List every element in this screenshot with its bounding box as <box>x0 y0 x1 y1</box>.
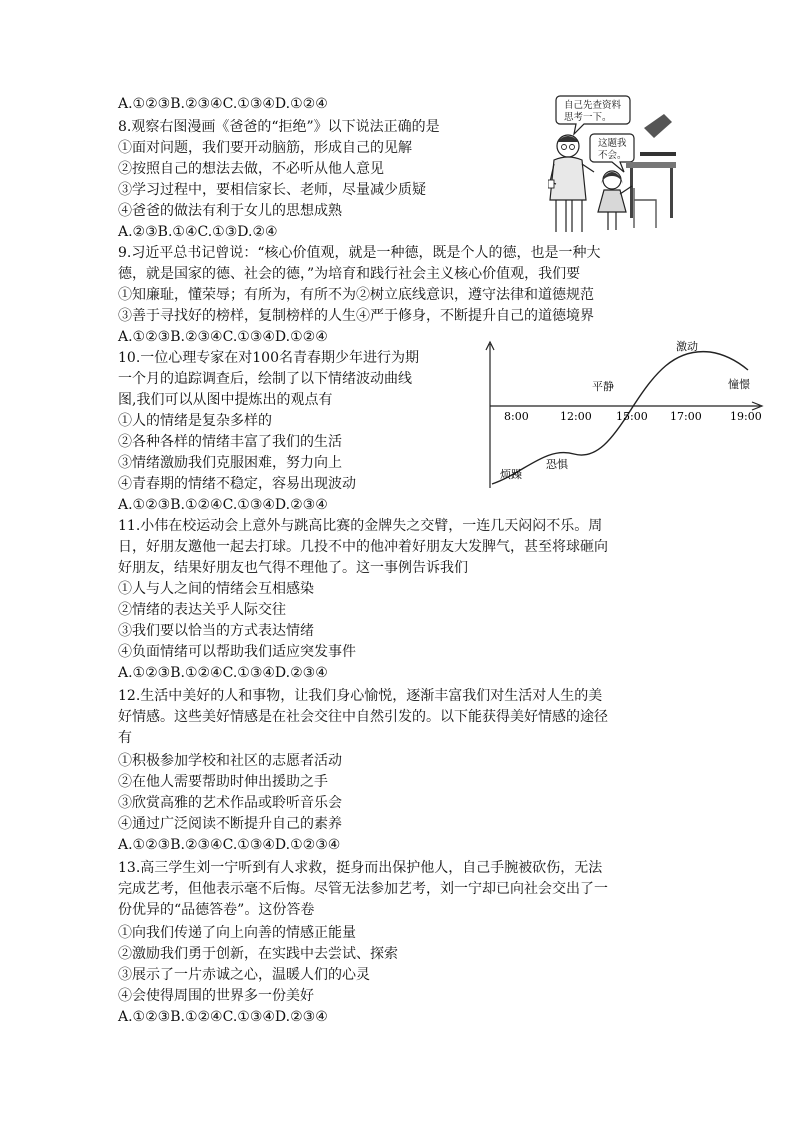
bubble-right-line2: 不会。 <box>598 150 627 161</box>
x-tick-label: 19:00 <box>730 410 762 423</box>
emotion-label-annoyed: 烦躁 <box>500 468 522 481</box>
emotion-label-excited: 激动 <box>676 340 698 353</box>
text-line: ③我们要以恰当的方式表达情绪 <box>118 623 314 639</box>
text-line: A.②③B.①④C.①③D.②④ <box>118 224 278 240</box>
bubble-left-line2: 思考一下。 <box>564 112 612 123</box>
text-line: 8.观察右图漫画《爸爸的“拒绝”》以下说法正确的是 <box>118 119 440 135</box>
text-line: ③展示了一片赤诚之心，温暖人们的心灵 <box>118 967 370 983</box>
text-line: ③情绪激励我们克服困难，努力向上 <box>118 455 342 471</box>
text-line: A.①②③B.①②④C.①③④D.②③④ <box>118 497 328 513</box>
cartoon-illustration <box>548 88 676 234</box>
text-line: 份优异的“品德答卷”。这份答卷 <box>118 902 315 918</box>
text-line: ①向我们传递了向上向善的情感正能量 <box>118 925 356 941</box>
text-line: A.①②③B.②③④C.①③④D.①②④ <box>118 96 328 112</box>
text-line: ④爸爸的做法有利于女儿的思想成熟 <box>118 203 342 219</box>
text-line: ④负面情绪可以帮助我们适应突发事件 <box>118 644 356 660</box>
text-line: 有 <box>118 730 132 746</box>
text-line: 9.习近平总书记曾说：“核心价值观，就是一种德，既是个人的德，也是一种大 <box>118 245 601 261</box>
text-line: A.①②③B.②③④C.①③④D.①②③④ <box>118 837 341 853</box>
text-line: ④会使得周围的世界多一份美好 <box>118 988 314 1004</box>
bubble-left-line1: 自己先查资料 <box>564 100 622 111</box>
text-line: 10.一位心理专家在对100名青春期少年进行为期 <box>118 350 419 366</box>
emotion-curve-chart <box>484 338 766 488</box>
text-line: ②激励我们勇于创新，在实践中去尝试、探索 <box>118 946 398 962</box>
text-line: ①面对问题，我们要开动脑筋，形成自己的见解 <box>118 140 412 156</box>
bubble-right-line1: 这题我 <box>598 138 627 149</box>
text-line: A.①②③B.①②④C.①③④D.②③④ <box>118 1009 328 1025</box>
text-line: ③欣赏高雅的艺术作品或聆听音乐会 <box>118 795 342 811</box>
text-line: ①知廉耻，懂荣辱；有所为，有所不为②树立底线意识，遵守法律和道德规范 <box>118 287 594 303</box>
text-line: ③学习过程中，要相信家长、老师，尽量减少质疑 <box>118 182 426 198</box>
text-line: 日，好朋友邀他一起去打球。几投不中的他冲着好朋友大发脾气，甚至将球砸向 <box>118 539 608 555</box>
text-line: 完成艺考，但他表示毫不后悔。尽管无法参加艺考，刘一宁却已向社会交出了一 <box>118 881 608 897</box>
text-line: ②情绪的表达关乎人际交往 <box>118 602 286 618</box>
x-tick-label: 15:00 <box>616 410 648 423</box>
text-line: ①人的情绪是复杂多样的 <box>118 413 272 429</box>
text-line: 11.小伟在校运动会上意外与跳高比赛的金牌失之交臂，一连几天闷闷不乐。周 <box>118 518 603 534</box>
text-line: ①积极参加学校和社区的志愿者活动 <box>118 753 342 769</box>
text-line: ②在他人需要帮助时伸出援助之手 <box>118 774 328 790</box>
x-tick-label: 12:00 <box>560 410 592 423</box>
x-tick-label: 17:00 <box>670 410 702 423</box>
text-line: 一个月的追踪调查后，绘制了以下情绪波动曲线 <box>118 371 412 387</box>
text-line: A.①②③B.②③④C.①③④D.①②④ <box>118 329 328 345</box>
text-line: 图,我们可以从图中提炼出的观点有 <box>118 392 333 408</box>
text-line: A.①②③B.①②④C.①③④D.②③④ <box>118 665 328 681</box>
text-line: ③善于寻找好的榜样，复制榜样的人生④严于修身，不断提升自己的道德境界 <box>118 308 594 324</box>
text-line: 13.高三学生刘一宁听到有人求救，挺身而出保护他人，自己手腕被砍伤，无法 <box>118 860 603 876</box>
text-line: ①人与人之间的情绪会互相感染 <box>118 581 314 597</box>
text-line: ④通过广泛阅读不断提升自己的素养 <box>118 816 342 832</box>
emotion-label-calm: 平静 <box>592 380 614 393</box>
text-line: 德，就是国家的德、社会的德，”为培育和践行社会主义核心价值观，我们要 <box>118 266 581 282</box>
x-tick-label: 8:00 <box>504 410 529 423</box>
emotion-label-regret: 憧憬 <box>728 378 750 391</box>
emotion-label-fear: 恐惧 <box>546 458 568 471</box>
text-line: 12.生活中美好的人和事物，让我们身心愉悦，逐渐丰富我们对生活对人生的美 <box>118 688 603 704</box>
text-line: ④青春期的情绪不稳定，容易出现波动 <box>118 476 356 492</box>
text-line: ②各种各样的情绪丰富了我们的生活 <box>118 434 342 450</box>
text-line: ②按照自己的想法去做，不必听从他人意见 <box>118 161 384 177</box>
text-line: 好朋友，结果好朋友也气得不理他了。这一事例告诉我们 <box>118 560 468 576</box>
text-line: 好情感。这些美好情感是在社会交往中自然引发的。以下能获得美好情感的途径 <box>118 709 608 725</box>
